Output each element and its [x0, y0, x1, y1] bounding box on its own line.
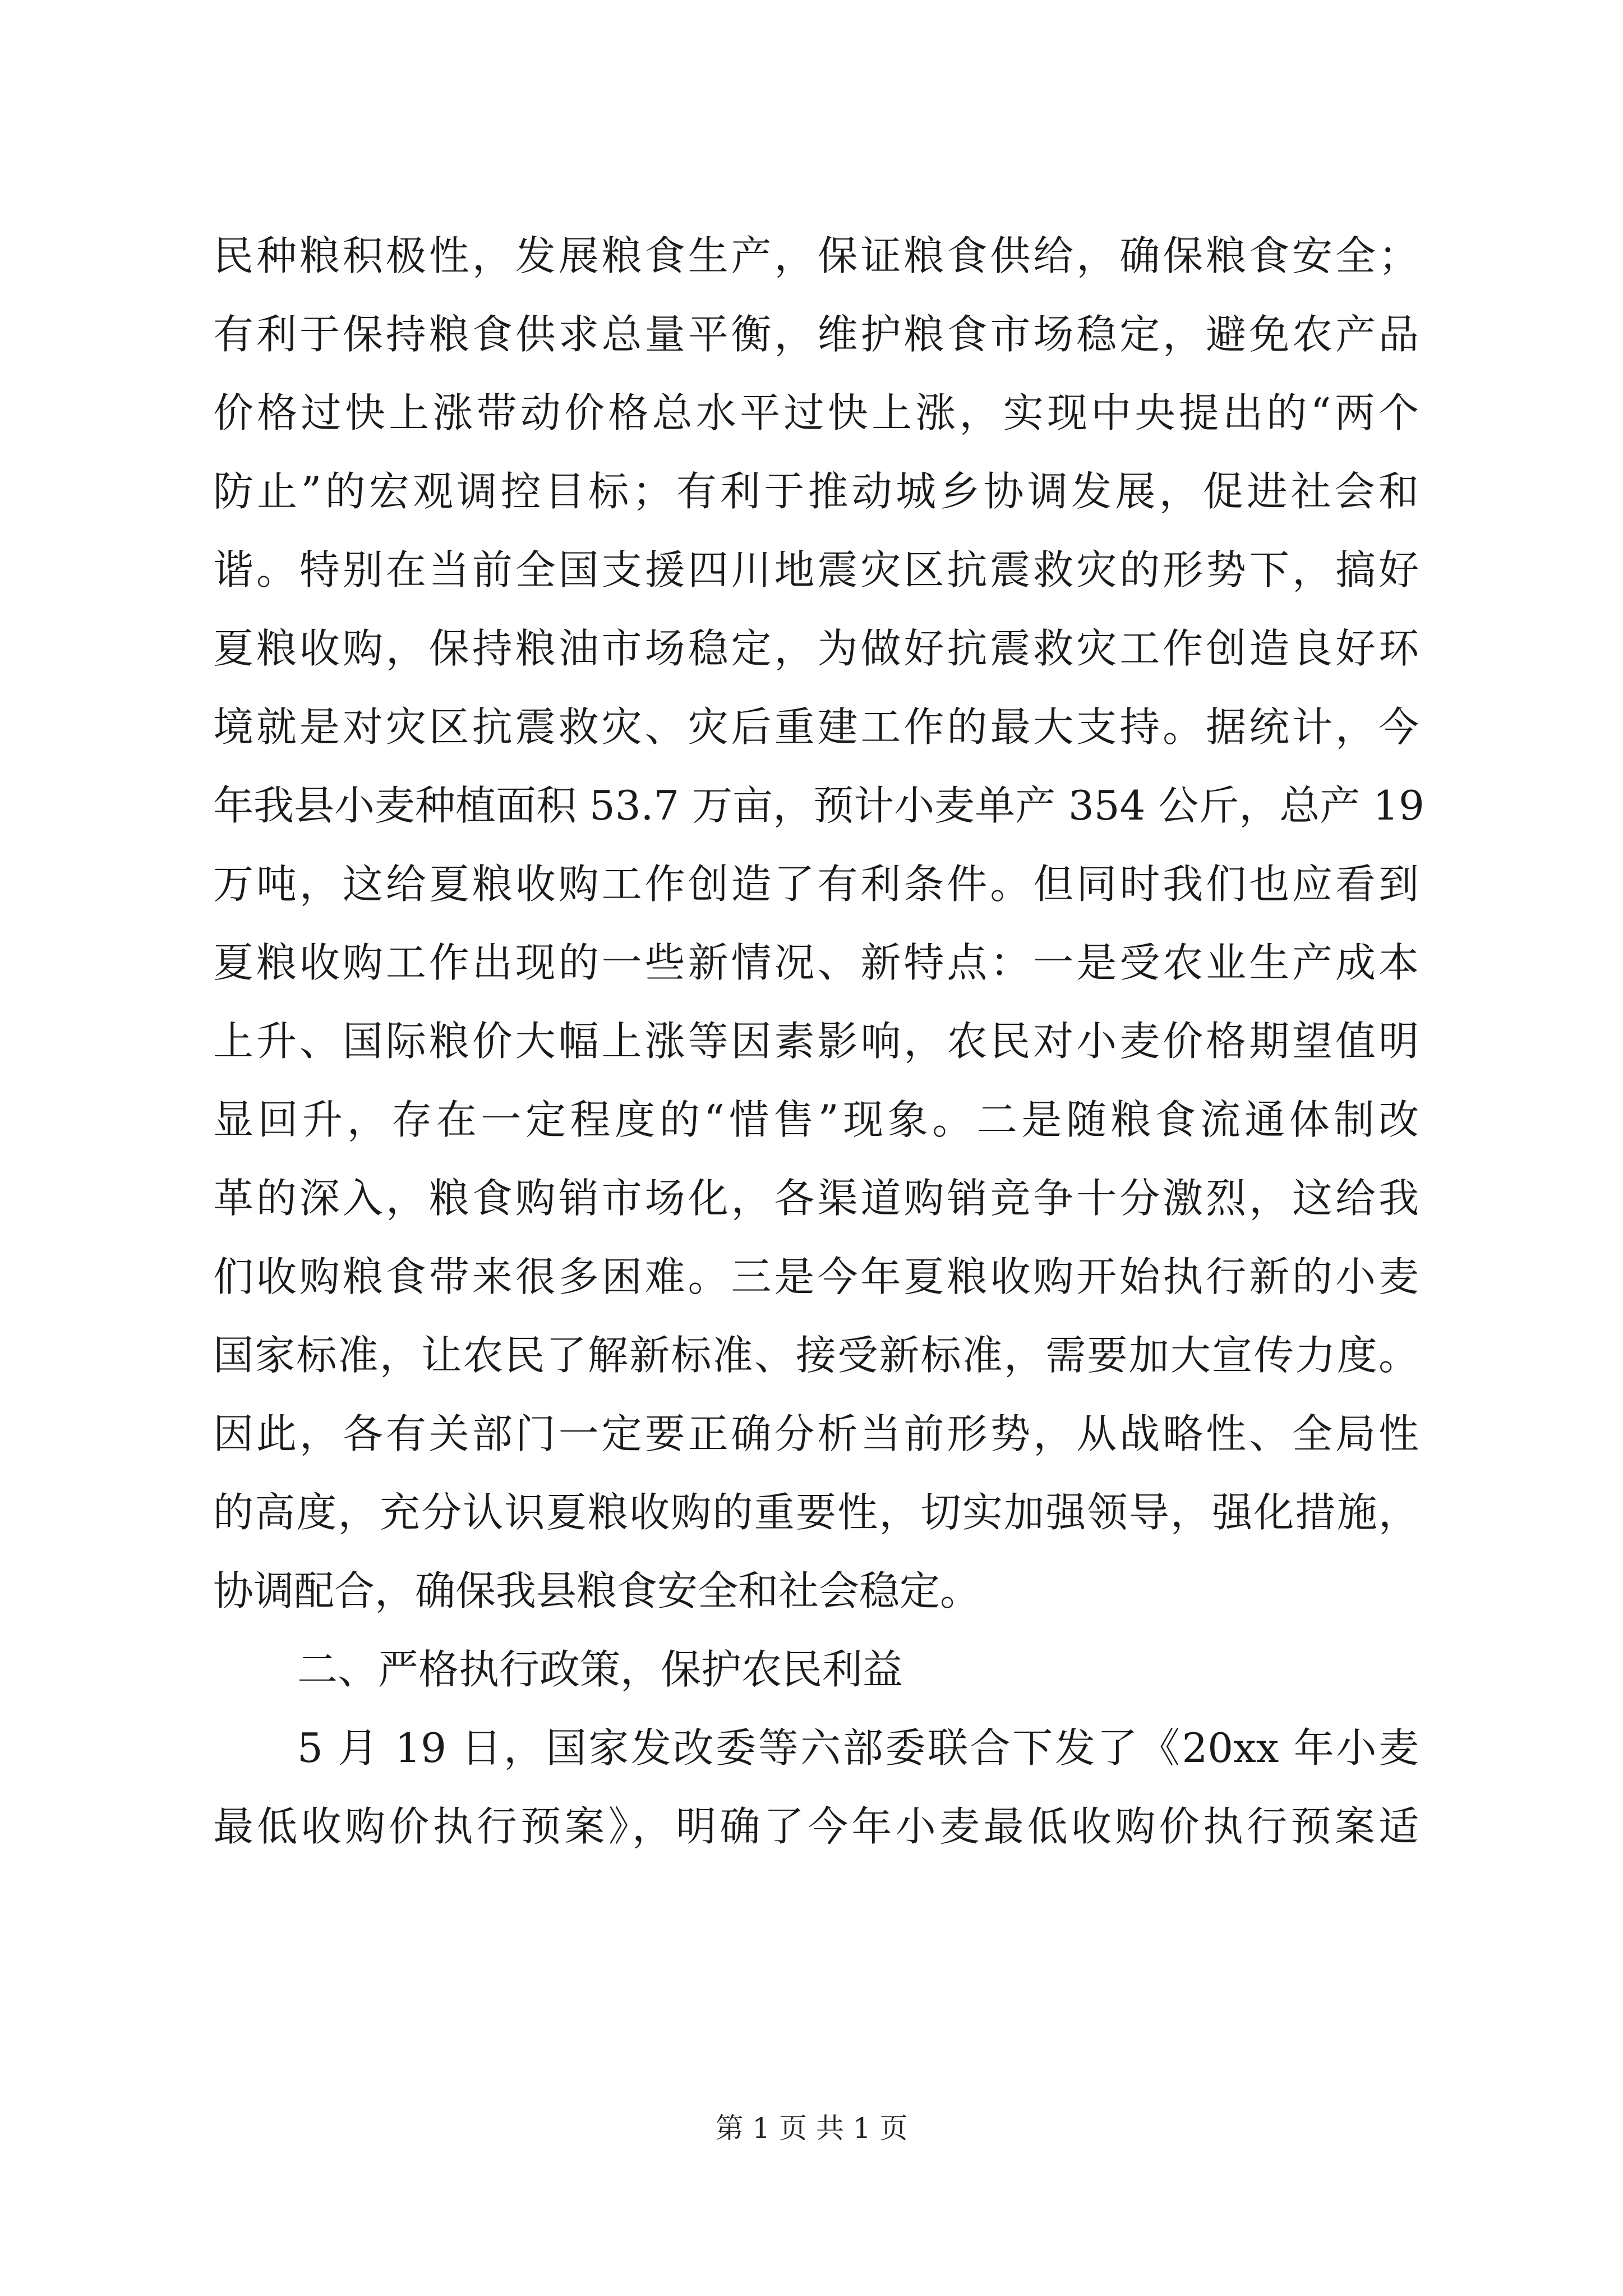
paragraph-first-line: 5 月 19 日，国家发改委等六部委联合下发了《20xx 年小麦 — [297, 1724, 1419, 1772]
body-text-line: 因此，各有关部门一定要正确分析当前形势，从战略性、全局性 — [213, 1410, 1419, 1457]
body-text-line: 年我县小麦种植面积 53.7 万亩，预计小麦单产 354 公斤，总产 19 — [213, 782, 1424, 829]
page-footer: 第 1 页 共 1 页 — [715, 2112, 908, 2145]
body-text-line: 防止”的宏观调控目标；有利于推动城乡协调发展，促进社会和 — [213, 468, 1419, 515]
paragraph-end-line: 协调配合，确保我县粮食安全和社会稳定。 — [213, 1567, 981, 1614]
body-text-line: 民种粮积极性，发展粮食生产，保证粮食供给，确保粮食安全； — [213, 232, 1419, 279]
body-text-line: 的高度，充分认识夏粮收购的重要性，切实加强领导，强化措施， — [213, 1489, 1419, 1536]
body-text-line: 们收购粮食带来很多困难。三是今年夏粮收购开始执行新的小麦 — [213, 1253, 1419, 1300]
section-heading: 二、严格执行政策，保护农民利益 — [297, 1646, 903, 1693]
body-text-line: 国家标准，让农民了解新标准、接受新标准，需要加大宣传力度。 — [213, 1332, 1419, 1379]
body-text-line: 显回升，存在一定程度的“惜售”现象。二是随粮食流通体制改 — [213, 1096, 1419, 1143]
body-text-line: 万吨，这给夏粮收购工作创造了有利条件。但同时我们也应看到 — [213, 861, 1419, 908]
body-text-line: 革的深入，粮食购销市场化，各渠道购销竞争十分激烈，这给我 — [213, 1175, 1419, 1222]
body-text-line: 夏粮收购，保持粮油市场稳定，为做好抗震救灾工作创造良好环 — [213, 625, 1419, 672]
body-text-line: 夏粮收购工作出现的一些新情况、新特点：一是受农业生产成本 — [213, 939, 1419, 986]
body-text-line: 境就是对灾区抗震救灾、灾后重建工作的最大支持。据统计，今 — [213, 703, 1419, 751]
body-text-line: 谐。特别在当前全国支援四川地震灾区抗震救灾的形势下，搞好 — [213, 546, 1419, 593]
body-text-line: 价格过快上涨带动价格总水平过快上涨，实现中央提出的“两个 — [213, 389, 1419, 436]
body-text-line: 上升、国际粮价大幅上涨等因素影响，农民对小麦价格期望值明 — [213, 1018, 1419, 1065]
body-text-line: 有利于保持粮食供求总量平衡，维护粮食市场稳定，避免农产品 — [213, 311, 1419, 358]
body-text-line: 最低收购价执行预案》，明确了今年小麦最低收购价执行预案适 — [213, 1803, 1419, 1850]
